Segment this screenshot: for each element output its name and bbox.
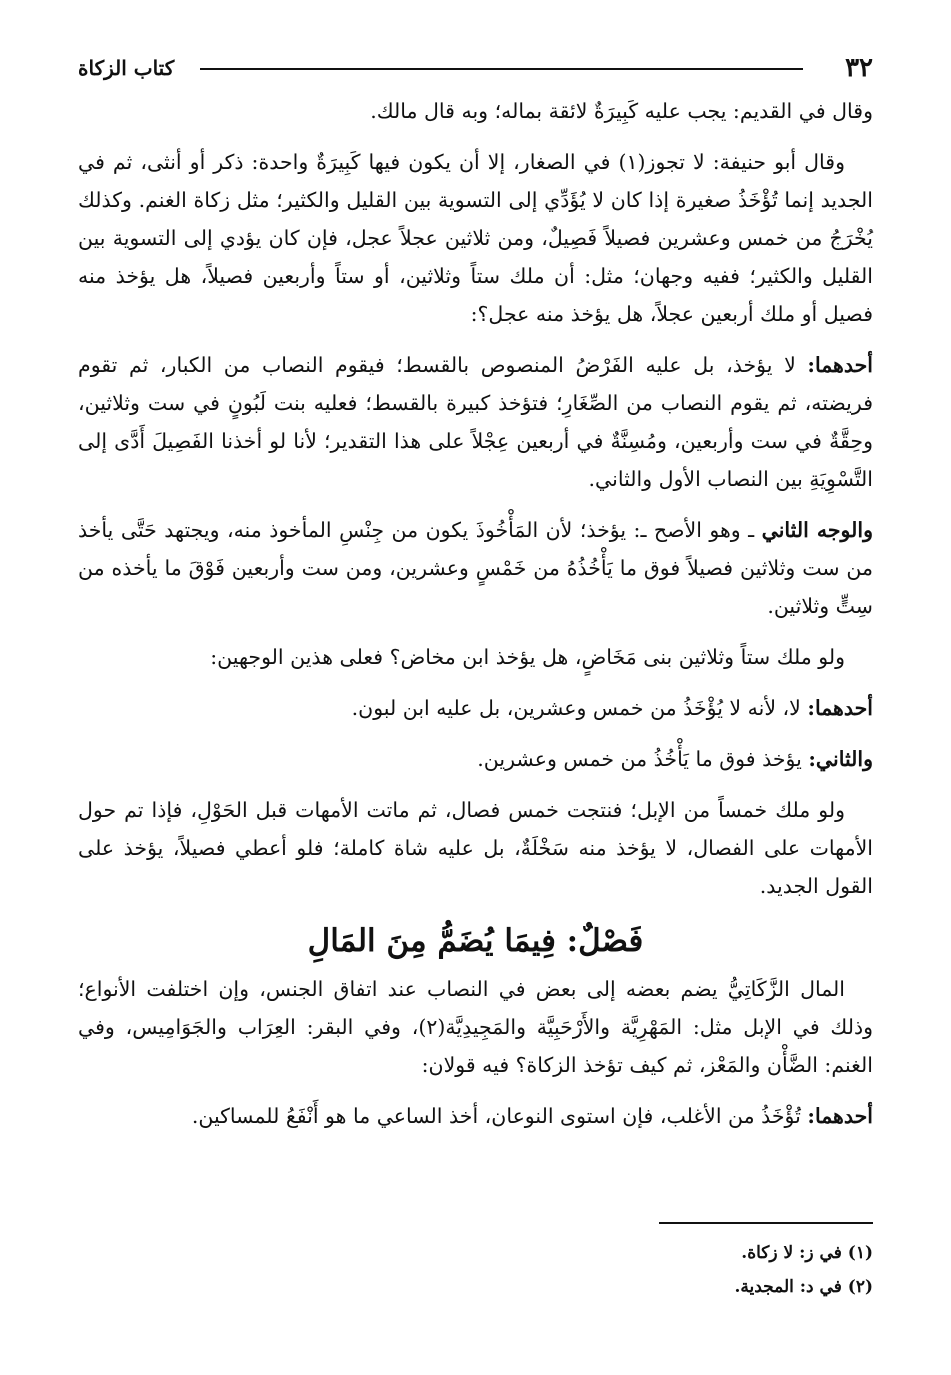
- paragraph-lead: أحدهما:: [807, 1104, 873, 1128]
- paragraph-text: ولو ملك ستاً وثلاثين بنى مَخَاضٍ، هل يؤخذ ابن مخاض؟ فعلى هذين الوجهين:: [210, 645, 845, 669]
- paragraph-text: ـ وهو الأصح ـ: يؤخذ؛ لأن المَأْخُوذَ يكون من جِنْسِ المأخوذ منه، ويجتهد حَتَّى يأخذ من ست وثلاثين فصيلاً فوق ما يَأْخُذُهُ من خَمْسٍ وعشرين، ومن ست وأربعين فَوْقَ ما يأخذه من سِتٍّ وثلاثين.: [78, 518, 873, 618]
- paragraph: [78, 970, 873, 1084]
- paragraph: [78, 511, 873, 625]
- footnote-rule: [659, 1222, 873, 1224]
- paragraph-text: المال الزَّكَاتِيُّ يضم بعضه إلى بعض في النصاب عند اتفاق الجنس، وإن اختلفت الأنواع؛ وذلك في الإبل مثل: المَهْرِيَّة والأَرْحَبِيَّة والمَجِيدِيَّة(٢)، وفي البقر: العِرَاب والجَوَامِيس، وفي الغنم: الضَّأْن والمَعْز، ثم كيف تؤخذ الزكاة؟ فيه قولان:: [78, 977, 873, 1077]
- paragraph-text: تُؤْخَذُ من الأغلب، فإن استوى النوعان، أخذ الساعي ما هو أَنْفَعُ للمساكين.: [191, 1104, 801, 1128]
- paragraph-lead: والثاني:: [808, 747, 873, 771]
- main-text: [78, 92, 873, 1148]
- paragraph-text: يؤخذ فوق ما يَأْخُذُ من خمس وعشرين.: [477, 747, 802, 771]
- page-header: [78, 48, 873, 88]
- paragraph: [78, 638, 873, 676]
- paragraph-text: وقال في القديم: يجب عليه كَبِيرَةٌ لائقة بماله؛ وبه قال مالك.: [370, 99, 873, 123]
- paragraph: [78, 1097, 873, 1135]
- paragraph: [78, 92, 873, 130]
- footnotes: [734, 1236, 873, 1304]
- book-title: كتاب الزكاة: [78, 56, 175, 80]
- paragraph-lead: أحدهما:: [807, 353, 873, 377]
- section-heading: فَصْلٌ: فِيمَا يُضَمُّ مِنَ المَالِ: [307, 923, 644, 959]
- paragraph-text: لا، لأنه لا يُؤْخَذُ من خمس وعشرين، بل عليه ابن لبون.: [351, 696, 801, 720]
- paragraph: [78, 689, 873, 727]
- footnote: (٢) في د: المجدية.: [734, 1277, 873, 1297]
- paragraph-lead: أحدهما:: [807, 696, 873, 720]
- footnote: (١) في ز: لا زكاة.: [741, 1243, 873, 1263]
- paragraph-text: ولو ملك خمساً من الإبل؛ فنتجت خمس فصال، ثم ماتت الأمهات قبل الحَوْلِ، فإذا تم حول الأمهات على الفصال، لا يؤخذ منه سَخْلَةٌ، بل عليه شاة كاملة؛ فلو أعطي فصيلاً، يؤخذ على القول الجديد.: [78, 798, 873, 898]
- paragraph: [78, 740, 873, 778]
- paragraph-lead: والوجه الثاني: [761, 518, 873, 542]
- paragraph: [78, 143, 873, 333]
- paragraph: [78, 346, 873, 498]
- page-number: ٣٢: [845, 53, 873, 83]
- header-rule: [200, 68, 803, 70]
- paragraph-text: وقال أبو حنيفة: لا تجوز(١) في الصغار، إلا أن يكون فيها كَبِيرَةٌ واحدة: ذكر أو أنثى، ثم في الجديد إنما تُؤْخَذُ صغيرة إذا كان لا يُؤَدِّي إلى التسوية بين القليل والكثير؛ مثل زكاة الغنم. وكذلك يُخْرَجُ من خمس وعشرين فصيلاً فَصِيلٌ، ومن ثلاثين عجلاً عجل، فإن كان يؤدي إلى التسوية بين القليل والكثير؛ ففيه وجهان؛ مثل: أن ملك ستاً وثلاثين، أو ستاً وأربعين فصيلاً، هل يؤخذ منه فصيل أو ملك أربعين عجلاً، هل يؤخذ منه عجل؟:: [78, 150, 873, 326]
- paragraph-text: لا يؤخذ، بل عليه الفَرْضُ المنصوص بالقسط؛ فيقوم النصاب من الكبار، ثم تقوم فريضته، ثم يقوم النصاب من الصِّغَارِ؛ فتؤخذ كبيرة بالقسط؛ فعليه بنت لَبُونٍ في ست وثلاثين، وحِقَّةٌ في ست وأربعين، ومُسِنَّةٌ في أربعين عِجْلاً على هذا التقدير؛ لأنا لو أخذنا الفَصِيلَ أَدَّى إلى التَّسْوِيَةِ بين النصاب الأول والثاني.: [78, 353, 873, 491]
- paragraph: [78, 791, 873, 905]
